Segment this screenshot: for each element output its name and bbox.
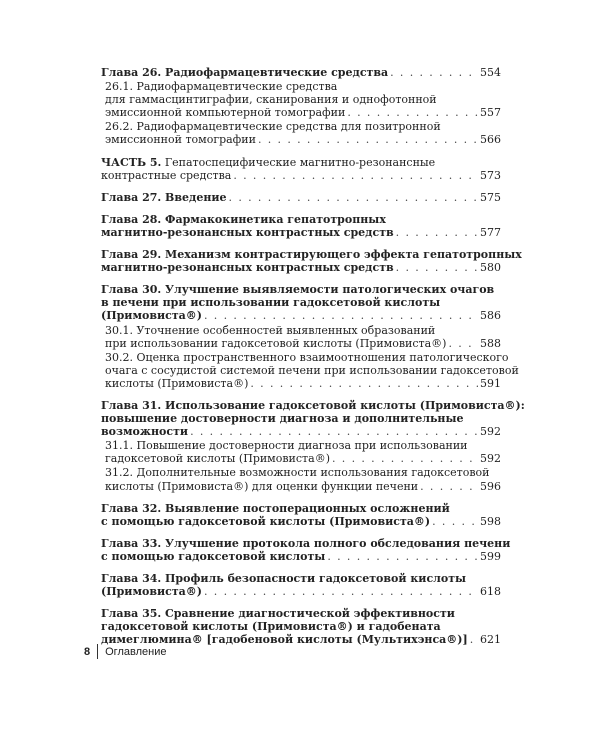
page-ref: 573 [480, 168, 501, 182]
footer-section-title: Оглавление [105, 645, 167, 658]
toc-entry-line: в печени при использовании гадоксетовой кислоты [101, 296, 441, 310]
page-ref: 588 [480, 336, 501, 350]
toc-entry-last-line [101, 425, 501, 438]
dot-leader [258, 133, 478, 146]
dot-leader [390, 66, 478, 79]
dot-leader [396, 226, 478, 239]
toc-entry-line: ЧАСТЬ 5. Гепатоспецифические магнитно-резонансные [101, 155, 436, 169]
toc-subsection[interactable] [105, 324, 501, 350]
toc-subsection-line: 31.2. Дополнительные возможности использования гадоксетовой [105, 466, 490, 480]
toc-subsection-title-end: при использовании гадоксетовой кислоты (Примовиста®) [105, 336, 447, 350]
dot-leader [229, 191, 478, 204]
page-ref: 554 [480, 66, 501, 79]
toc-entry-last-line [101, 309, 501, 322]
toc-subsection[interactable] [105, 120, 501, 146]
toc-subsection-line: для гаммасцинтиграфии, сканирования и однофотонной [105, 93, 437, 107]
dot-leader [420, 480, 478, 493]
toc-subsection-line: 26.1. Радиофармацевтические средства [105, 80, 338, 94]
toc-subsection-line: 26.2. Радиофармацевтические средства для позитронной [105, 120, 441, 134]
dot-leader [448, 337, 478, 350]
toc-entry-last-line [101, 550, 501, 563]
toc-subsection-line: 30.2. Оценка пространственного взаимоотношения патологического [105, 350, 509, 364]
toc-entry-line: Глава 31. Использование гадоксетовой кислоты (Примовиста®): [101, 398, 525, 412]
page-ref: 591 [480, 376, 501, 390]
page-ref: 575 [480, 190, 501, 204]
toc-entry-last-line [101, 515, 501, 528]
toc-entry-title-end: с помощью гадоксетовой кислоты [101, 549, 326, 563]
toc-entry-last-line [101, 191, 501, 204]
toc-entry[interactable] [101, 283, 519, 390]
toc-entry-title-end: магнитно-резонансных контрастных средств [101, 261, 394, 275]
toc-entry-title-end: контрастные средства [101, 168, 232, 182]
toc-subsection-title-end: кислоты (Примовиста®) [105, 376, 249, 390]
page-ref: 598 [480, 514, 501, 528]
toc-entry-last-line [101, 226, 501, 239]
page-ref: 577 [480, 225, 501, 239]
toc-subsection-line: очага с сосудистой системой печени при использовании гадоксетовой [105, 363, 519, 377]
toc-subsection[interactable] [105, 466, 501, 492]
dot-leader [332, 452, 478, 465]
table-of-contents [101, 66, 525, 655]
toc-entry-title-end: (Примовиста®) [101, 585, 202, 599]
toc-entry-title-end: Глава 27. Введение [101, 190, 227, 204]
toc-entry-last-line [101, 169, 501, 182]
toc-entry[interactable] [101, 572, 501, 598]
toc-entry-line: Глава 33. Улучшение протокола полного обследования печени [101, 536, 511, 550]
toc-subsection-last-line [105, 480, 501, 493]
dot-leader [204, 309, 478, 322]
toc-subsection[interactable] [105, 350, 519, 390]
page-ref: 592 [480, 452, 501, 466]
dot-leader [233, 169, 478, 182]
dot-leader [396, 261, 478, 274]
toc-entry-title-end: с помощью гадоксетовой кислоты (Примовиста®) [101, 514, 431, 528]
page-ref: 557 [480, 106, 501, 120]
toc-subsection-last-line [105, 337, 501, 350]
toc-entry[interactable] [101, 502, 501, 528]
toc-entry-title-end: возможности [101, 425, 189, 439]
toc-entry-line: Глава 34. Профиль безопасности гадоксетовой кислоты [101, 572, 467, 585]
toc-entry-title-end: Глава 26. Радиофармацевтические средства [101, 66, 389, 79]
toc-subsection[interactable] [105, 439, 501, 465]
toc-entry[interactable] [101, 156, 501, 182]
toc-entry-line: Глава 28. Фармакокинетика гепатотропных [101, 212, 386, 226]
toc-subsection-title-end: эмиссионной компьютерной томографии [105, 106, 346, 120]
toc-entry[interactable] [101, 248, 522, 275]
dot-leader [327, 550, 478, 563]
dot-leader [204, 585, 478, 598]
toc-subsection-last-line [105, 377, 501, 390]
dot-leader [190, 425, 478, 438]
toc-entry[interactable] [101, 66, 501, 147]
toc-entry-line: Глава 29. Механизм контрастирующего эффекта гепатотропных [101, 248, 522, 262]
toc-subsection[interactable] [105, 80, 501, 119]
toc-entry-last-line [101, 261, 501, 274]
toc-entry-line: Глава 32. Выявление постоперационных осложнений [101, 501, 450, 515]
dot-leader [470, 633, 478, 646]
toc-subsection-last-line [105, 133, 501, 146]
dot-leader [432, 515, 478, 528]
toc-entry-line: Глава 30. Улучшение выявляемости патологических очагов [101, 283, 495, 297]
toc-subsection-last-line [105, 452, 501, 465]
page-ref: 618 [480, 585, 501, 599]
toc-entry[interactable] [101, 536, 511, 563]
toc-subsections [101, 439, 501, 492]
page-number: 8 [84, 645, 91, 658]
page-ref: 586 [480, 309, 501, 323]
toc-entry-line: гадоксетовой кислоты (Примовиста®) и гадобената [101, 620, 441, 634]
toc-entry-title-end: (Примовиста®) [101, 309, 202, 323]
footer-divider [97, 644, 98, 659]
part-label: ЧАСТЬ 5. [101, 155, 162, 169]
page-ref: 592 [480, 425, 501, 439]
toc-entry[interactable] [101, 213, 501, 239]
toc-subsection-title-end: гадоксетовой кислоты (Примовиста®) [105, 452, 330, 466]
page-ref: 580 [480, 261, 501, 275]
toc-subsections [101, 80, 501, 146]
toc-entry-title-end: магнитно-резонансных контрастных средств [101, 225, 394, 239]
toc-subsections [101, 323, 519, 390]
toc-entry[interactable] [101, 191, 501, 204]
toc-entry-last-line [101, 66, 501, 79]
toc-subsection-last-line [105, 106, 501, 119]
toc-entry-line: повышение достоверности диагноза и дополнительные [101, 412, 464, 426]
toc-subsection-line: 31.1. Повышение достоверности диагноза при использовании [105, 439, 468, 453]
page-ref: 596 [480, 479, 501, 493]
toc-entry[interactable] [101, 607, 501, 646]
dot-leader [347, 106, 478, 119]
toc-entry[interactable] [101, 398, 525, 493]
toc-subsection-title-end: эмиссионной томографии [105, 133, 256, 147]
page-ref: 566 [480, 133, 501, 147]
page-ref: 599 [480, 549, 501, 563]
toc-entry-title-end: димеглюмина® [гадобеновой кислоты (Мультихэнса®)] [101, 633, 468, 647]
page-footer [84, 644, 166, 659]
toc-subsection-title-end: кислоты (Примовиста®) для оценки функции печени [105, 479, 419, 493]
dot-leader [250, 377, 478, 390]
toc-entry-line: Глава 35. Сравнение диагностической эффективности [101, 607, 455, 621]
toc-subsection-line: 30.1. Уточнение особенностей выявленных образований [105, 323, 436, 337]
toc-entry-last-line [101, 585, 501, 598]
page-ref: 621 [480, 633, 501, 647]
